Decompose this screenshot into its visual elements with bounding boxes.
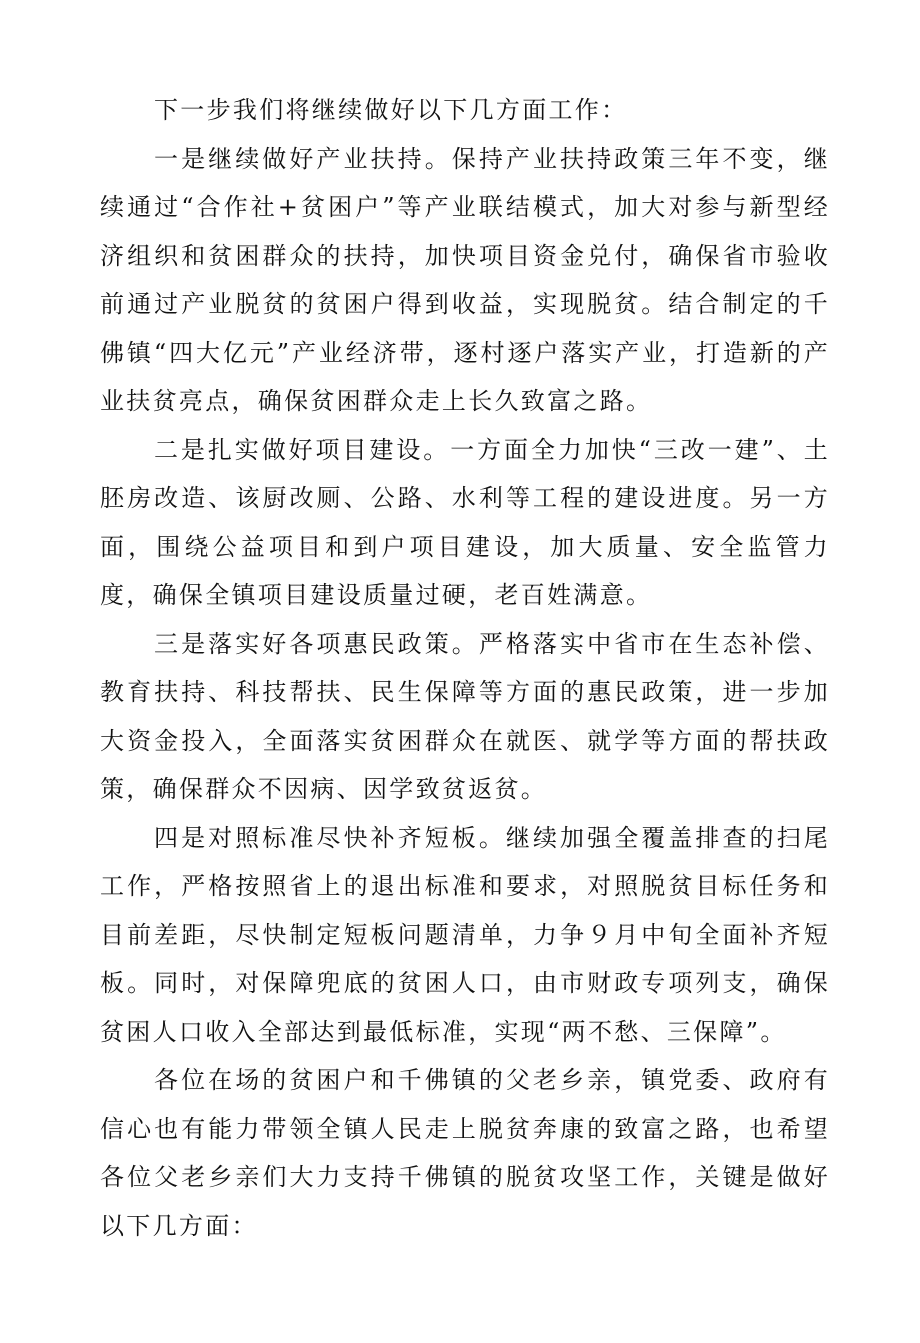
paragraph-intro: 下一步我们将继续做好以下几方面工作：	[154, 96, 628, 124]
paragraph-project-construction: 二是扎实做好项目建设。一方面全力加快“三改一建”、土胚房改造、该厨改厕、公路、水利等工程的建设进度。另一方面，围绕公益项目和到户项目建设，加大质量、安全监管力度，确保全镇项目建设质量过硬，老百姓满意。	[100, 435, 830, 609]
paragraph-benefit-policies: 三是落实好各项惠民政策。严格落实中省市在生态补偿、教育扶持、科技帮扶、民生保障等方面的惠民政策，进一步加大资金投入，全面落实贫困群众在就医、就学等方面的帮扶政策，确保群众不因病、因学致贫返贫。	[100, 629, 830, 803]
document-body	[100, 86, 830, 1250]
paragraph-fill-gaps: 四是对照标准尽快补齐短板。继续加强全覆盖排查的扫尾工作，严格按照省上的退出标准和要求，对照脱贫目标任务和目前差距，尽快制定短板问题清单，力争９月中旬全面补齐短板。同时，对保障兜底的贫困人口，由市财政专项列支，确保贫困人口收入全部达到最低标准，实现“两不愁、三保障”。	[100, 823, 830, 1046]
paragraph-closing: 各位在场的贫困户和千佛镇的父老乡亲，镇党委、政府有信心也有能力带领全镇人民走上脱贫奔康的致富之路，也希望各位父老乡亲们大力支持千佛镇的脱贫攻坚工作，关键是做好以下几方面：	[100, 1066, 830, 1240]
paragraph-industry-support: 一是继续做好产业扶持。保持产业扶持政策三年不变，继续通过“合作社+贫困户”等产业联结模式，加大对参与新型经济组织和贫困群众的扶持，加快项目资金兑付，确保省市验收前通过产业脱贫的贫困户得到收益，实现脱贫。结合制定的千佛镇“四大亿元”产业经济带，逐村逐户落实产业，打造新的产业扶贫亮点，确保贫困群众走上长久致富之路。	[100, 144, 830, 415]
